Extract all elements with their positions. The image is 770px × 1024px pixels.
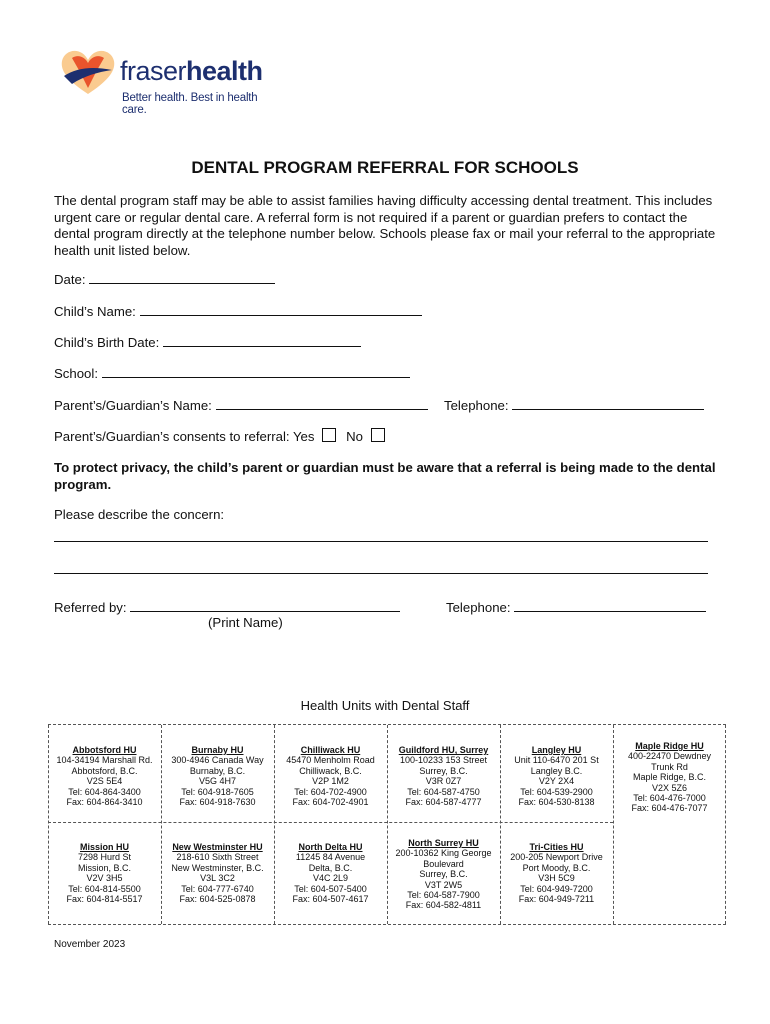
concern-label: Please describe the concern:	[54, 507, 225, 522]
health-unit-name: Guildford HU, Surrey	[398, 745, 489, 755]
health-unit-cell	[161, 745, 274, 807]
health-unit-detail: Fax: 604-864-3410	[66, 797, 143, 808]
health-unit-detail: Boulevard	[423, 858, 464, 869]
health-unit-detail: 300-4946 Canada Way	[171, 755, 264, 766]
health-unit-detail: Port Moody, B.C.	[522, 862, 591, 873]
health-unit-detail: New Westminster, B.C.	[171, 862, 264, 873]
guardian-name-field[interactable]	[54, 397, 428, 413]
guardian-telephone-input-line[interactable]	[512, 397, 704, 410]
referred-telephone-field[interactable]	[446, 599, 706, 615]
health-unit-cell	[274, 745, 387, 807]
health-unit-detail: 100-10233 153 Street	[399, 755, 488, 766]
concern-input-line-1[interactable]	[54, 541, 708, 542]
brand-name: fraserhealth	[120, 56, 263, 86]
health-unit-cell	[500, 842, 613, 904]
health-unit-detail: Tel: 604-539-2900	[520, 786, 593, 797]
health-unit-detail: Fax: 604-525-0878	[179, 894, 256, 905]
health-unit-detail: Surrey, B.C.	[419, 765, 468, 776]
health-unit-detail: Abbotsford, B.C.	[71, 765, 138, 776]
child-name-label: Child’s Name:	[54, 304, 136, 319]
health-unit-detail: 400-22470 Dewdney	[627, 751, 712, 762]
guardian-name-input-line[interactable]	[216, 397, 428, 410]
date-input-line[interactable]	[89, 271, 275, 284]
referred-telephone-input-line[interactable]	[514, 599, 706, 612]
health-unit-cell	[613, 741, 726, 814]
consent-yes-checkbox[interactable]	[322, 428, 336, 442]
referred-by-label: Referred by:	[54, 600, 127, 615]
health-unit-cell	[48, 842, 161, 904]
health-unit-detail: Surrey, B.C.	[419, 869, 468, 880]
health-unit-detail: V3H 5C9	[538, 873, 575, 884]
health-unit-detail: Fax: 604-918-7630	[179, 797, 256, 808]
health-unit-detail: Tel: 604-476-7000	[633, 793, 706, 804]
health-unit-detail: 200-10362 King George	[395, 848, 492, 859]
school-label: School:	[54, 366, 98, 381]
health-unit-detail: 200-205 Newport Drive	[510, 852, 603, 863]
health-unit-detail: Fax: 604-507-4617	[292, 894, 369, 905]
health-unit-name: New Westminster HU	[172, 842, 263, 852]
print-name-caption: (Print Name)	[208, 615, 283, 630]
health-unit-cell	[48, 745, 161, 807]
consent-no-label: No	[346, 429, 364, 444]
health-unit-detail: Fax: 604-702-4901	[292, 797, 369, 808]
guardian-telephone-label: Telephone:	[444, 398, 509, 413]
health-unit-detail: V3T 2W5	[424, 879, 463, 890]
health-unit-detail: V2X 5Z6	[651, 782, 688, 793]
intro-paragraph: The dental program staff may be able to assist families having difficulty accessing dental treatment. This includes urgent care or regular dental care. A referral form is not required if a parent or guardian prefers to contact the dental program directly at the telephone number below. Schools please fax or mail your referral to the appropriate health unit listed below.	[54, 193, 716, 258]
health-unit-detail: Fax: 604-949-7211	[518, 894, 595, 905]
health-unit-name: Chilliwack HU	[300, 745, 361, 755]
health-unit-detail: Tel: 604-918-7605	[181, 786, 254, 797]
health-unit-cell	[500, 745, 613, 807]
referred-by-field[interactable]	[54, 599, 400, 615]
fraserhealth-logo	[58, 46, 268, 116]
guardian-telephone-field[interactable]	[444, 397, 704, 413]
footer-date: November 2023	[54, 939, 126, 950]
birth-date-field[interactable]	[54, 334, 361, 350]
health-unit-detail: Tel: 604-814-5500	[68, 883, 141, 894]
health-unit-detail: Tel: 604-587-4750	[407, 786, 480, 797]
health-unit-detail: Langley B.C.	[530, 765, 583, 776]
health-unit-detail: Tel: 604-864-3400	[68, 786, 141, 797]
health-unit-name: Burnaby HU	[191, 745, 244, 755]
health-unit-cell	[274, 842, 387, 904]
consent-field	[54, 428, 391, 444]
health-unit-name: Abbotsford HU	[72, 745, 137, 755]
referred-telephone-label: Telephone:	[446, 600, 511, 615]
health-unit-name: Mission HU	[79, 842, 129, 852]
health-unit-detail: 11245 84 Avenue	[295, 852, 366, 863]
page-title: DENTAL PROGRAM REFERRAL FOR SCHOOLS	[191, 158, 579, 177]
health-unit-detail: Fax: 604-587-4777	[405, 797, 482, 808]
health-unit-detail: V3L 3C2	[200, 873, 235, 884]
health-unit-detail: Fax: 604-582-4811	[405, 900, 482, 911]
health-unit-detail: V2S 5E4	[86, 776, 123, 787]
health-unit-detail: Chilliwack, B.C.	[299, 765, 362, 776]
health-unit-detail: 218-610 Sixth Street	[176, 852, 259, 863]
concern-input-line-2[interactable]	[54, 573, 708, 574]
health-unit-name: North Surrey HU	[408, 838, 479, 848]
consent-label: Parent’s/Guardian’s consents to referral: Yes	[54, 429, 315, 444]
health-unit-detail: Tel: 604-507-5400	[294, 883, 367, 894]
health-unit-detail: Trunk Rd	[651, 761, 688, 772]
heart-logo-icon	[58, 48, 118, 98]
health-units-table	[48, 724, 726, 925]
health-unit-detail: Fax: 604-530-8138	[518, 797, 595, 808]
health-unit-detail: V3R 0Z7	[425, 776, 462, 787]
health-unit-detail: 104-34194 Marshall Rd.	[56, 755, 153, 766]
health-unit-cell	[387, 745, 500, 807]
child-name-field[interactable]	[54, 303, 422, 319]
health-unit-name: North Delta HU	[298, 842, 363, 852]
health-unit-name: Maple Ridge HU	[635, 741, 704, 751]
date-field[interactable]	[54, 271, 275, 287]
health-unit-cell	[161, 842, 274, 904]
referred-by-input-line[interactable]	[130, 599, 400, 612]
health-units-heading: Health Units with Dental Staff	[300, 698, 470, 713]
health-unit-detail: V2Y 2X4	[538, 776, 575, 787]
date-label: Date:	[54, 272, 86, 287]
health-unit-detail: Delta, B.C.	[308, 862, 353, 873]
health-unit-detail: V2V 3H5	[86, 873, 123, 884]
consent-no-checkbox[interactable]	[371, 428, 385, 442]
health-unit-detail: Burnaby, B.C.	[189, 765, 246, 776]
school-field[interactable]	[54, 365, 410, 381]
health-unit-detail: Fax: 604-814-5517	[66, 894, 143, 905]
health-unit-detail: Tel: 604-702-4900	[294, 786, 367, 797]
health-unit-detail: Fax: 604-476-7077	[631, 803, 708, 814]
health-unit-detail: 45470 Menholm Road	[286, 755, 375, 766]
health-unit-name: Tri-Cities HU	[529, 842, 584, 852]
health-unit-detail: V4C 2L9	[312, 873, 349, 884]
health-unit-detail: Tel: 604-949-7200	[520, 883, 593, 894]
health-unit-detail: Maple Ridge, B.C.	[632, 772, 707, 783]
child-name-input-line[interactable]	[140, 303, 422, 316]
health-unit-cell	[387, 838, 500, 911]
health-unit-detail: V2P 1M2	[312, 776, 349, 787]
health-unit-detail: V5G 4H7	[198, 776, 237, 787]
health-unit-detail: Tel: 604-777-6740	[181, 883, 254, 894]
health-unit-name: Langley HU	[531, 745, 582, 755]
guardian-name-label: Parent’s/Guardian’s Name:	[54, 398, 212, 413]
birth-date-label: Child’s Birth Date:	[54, 335, 160, 350]
health-unit-detail: Tel: 604-587-7900	[407, 890, 480, 901]
health-unit-detail: Mission, B.C.	[77, 862, 131, 873]
birth-date-input-line[interactable]	[163, 334, 361, 347]
health-unit-detail: 7298 Hurd St	[77, 852, 132, 863]
school-input-line[interactable]	[102, 365, 410, 378]
health-unit-detail: Unit 110-6470 201 St	[514, 755, 599, 766]
privacy-note: To protect privacy, the child’s parent or guardian must be aware that a referral is being made to the dental program.	[54, 460, 716, 492]
brand-tagline: Better health. Best in health care.	[122, 92, 258, 116]
